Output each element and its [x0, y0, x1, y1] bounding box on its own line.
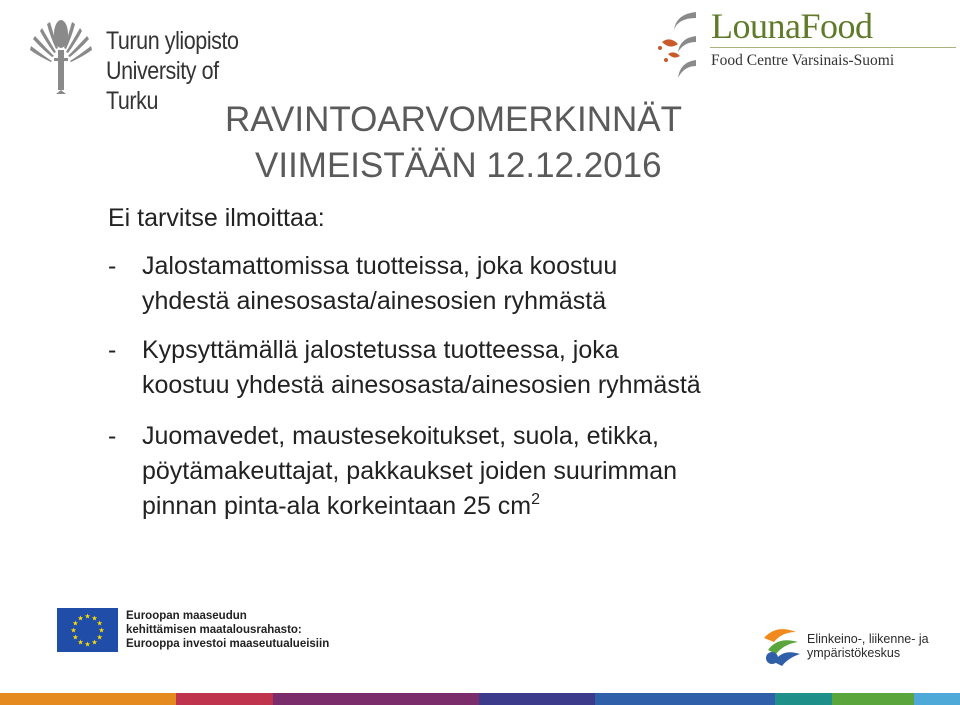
bullet-line: pöytämakeuttajat, pakkaukset joiden suurimman: [142, 457, 678, 485]
eu-star-icon: ★: [91, 639, 98, 647]
eu-star-icon: ★: [91, 615, 98, 623]
university-name-finnish: Turun yliopisto: [106, 27, 239, 55]
bullet-dash: -: [108, 252, 117, 280]
eu-star-icon: ★: [72, 634, 79, 642]
bullet-line: Kypsyttämällä jalostetussa tuotteessa, joka: [142, 336, 619, 364]
eu-text-line: Euroopan maaseudun: [126, 610, 247, 622]
lounafood-subtitle: Food Centre Varsinais-Suomi: [711, 52, 895, 69]
color-bar-segment: [914, 693, 960, 705]
color-bar-segment: [595, 693, 775, 705]
footer-color-bar: [0, 693, 960, 705]
eu-text-line: Eurooppa investoi maaseutualueisiin: [126, 638, 330, 650]
lounafood-divider: [710, 47, 956, 48]
eu-star-icon: ★: [72, 620, 79, 628]
eu-star-icon: ★: [84, 641, 91, 649]
color-bar-segment: [479, 693, 595, 705]
color-bar-segment: [273, 693, 479, 705]
color-bar-segment: [832, 693, 914, 705]
eu-fund-text: [126, 609, 356, 651]
ely-centre-logo: [760, 624, 950, 670]
bullet-dash: -: [108, 422, 117, 450]
eu-star-icon: ★: [96, 634, 103, 642]
lounafood-wordmark: LounaFood: [711, 6, 873, 46]
ely-swirl-icon: [760, 624, 804, 668]
eu-star-icon: ★: [77, 639, 84, 647]
eu-stars-icon: [57, 608, 118, 652]
eu-star-icon: ★: [96, 620, 103, 628]
bullet-line: pinnan pinta-ala korkeintaan 25 cm: [142, 492, 532, 520]
university-of-turku-logo: [30, 14, 290, 115]
color-bar-segment: [0, 693, 176, 705]
bullet-line-with-unit: [142, 489, 677, 524]
ely-text-line: Elinkeino-, liikenne- ja: [807, 632, 929, 646]
eu-text-line: kehittämisen maatalousrahasto:: [126, 624, 302, 636]
ely-name: [807, 632, 929, 660]
slide-title-line-2: VIIMEISTÄÄN 12.12.2016: [255, 146, 662, 185]
area-unit-superscript: 2: [531, 491, 541, 508]
bullet-line: koostuu yhdestä ainesosasta/ainesosien ryhmästä: [142, 371, 701, 399]
eu-flag-icon: [57, 608, 118, 652]
bullet-dash: -: [108, 336, 117, 364]
slide-title-line-1: RAVINTOARVOMERKINNÄT: [225, 100, 683, 139]
university-name-english: University of Turku: [106, 57, 219, 115]
ely-text-line: ympäristökeskus: [807, 646, 901, 660]
bullet-line: yhdestä ainesosasta/ainesosien ryhmästä: [142, 287, 607, 315]
color-bar-segment: [775, 693, 832, 705]
color-bar-segment: [176, 693, 273, 705]
eu-star-icon: ★: [84, 613, 91, 621]
torch-emblem-icon: [30, 14, 92, 94]
eu-star-icon: ★: [98, 627, 105, 635]
eu-star-icon: ★: [70, 627, 77, 635]
bullet-line: Juomavedet, maustesekoitukset, suola, etikka,: [142, 422, 659, 450]
lounafood-leaf-icon: [656, 8, 706, 84]
bullet-line: Jalostamattomissa tuotteissa, joka koostuu: [142, 252, 618, 280]
intro-text: Ei tarvitse ilmoittaa:: [108, 204, 325, 232]
eu-star-icon: ★: [77, 615, 84, 623]
lounafood-logo: [656, 2, 956, 86]
